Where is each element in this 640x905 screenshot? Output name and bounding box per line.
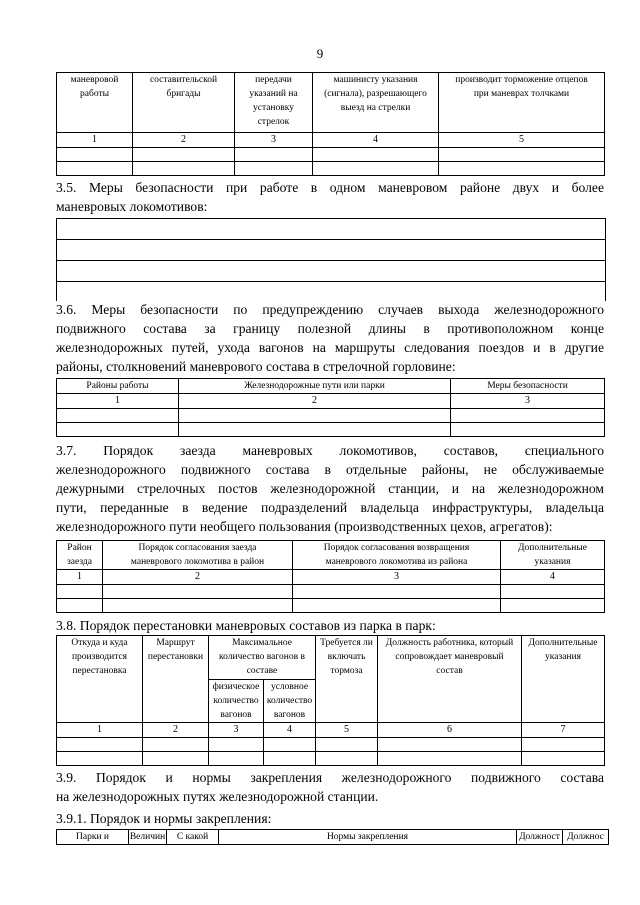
table-header-row: Парки и Величин С какой Нормы закрепления Должност Должнос <box>57 830 609 845</box>
table-row <box>57 409 605 423</box>
section-3-9-1-title: 3.9.1. Порядок и нормы закрепления: <box>56 811 272 826</box>
section-3-8-title: 3.8. Порядок перестановки маневровых составов из парка в парк: <box>56 618 436 633</box>
section-3-5-fill-lines <box>56 218 606 301</box>
table-row <box>57 752 605 766</box>
signals-table <box>56 72 605 176</box>
table-number-row: 1 2 3 <box>57 394 605 409</box>
section-3-6-text: 3.6. Меры безопасности по предупреждению случаев выхода железнодорожного подвижного состава за границу полезной длины в противоположном конце железнодорожных путей, ухода вагонов на маршруты следования поездов и в другие районы, столкновений маневрового состава в стрелочной горловине: <box>56 302 604 374</box>
header-cell: передачи указаний на установку стрелок <box>235 73 313 133</box>
section-3-7-text: 3.7. Порядок заезда маневровых локомотивов, составов, специального железнодорожного подвижного состава в отдельные районы, не обслуживаемые дежурными стрелочных постов железнодорожной станции, и на железнодорожном пути, переданные в ведение подразделений владельца инфраструктуры, владельца железнодорожного пути необщего пользования (производственных цехов, агрегатов): <box>56 443 604 534</box>
transfer-table <box>56 635 605 766</box>
table-header-row: Откуда и куда производится перестановка Маршрут перестановки Максимальное количество вагонов в составе Требуется ли включать тормоза Должность работника, который сопровождает маневровый состав Дополнительные указания <box>57 636 605 680</box>
table-row <box>57 585 605 599</box>
table-number-row: 1 2 3 4 5 6 7 <box>57 723 605 738</box>
header-cell: маневровой работы <box>57 73 133 133</box>
table-row <box>57 162 605 176</box>
table-header-row: Район заезда Порядок согласования заезда маневрового локомотива в район Порядок согласования возвращения маневрового локомотива из района Дополнительные указания <box>57 541 605 570</box>
table-subheader-row: физическое количество вагонов условное количество вагонов <box>57 680 605 723</box>
header-cell: составительской бригады <box>133 73 235 133</box>
table-number-row: 1 2 3 4 <box>57 570 605 585</box>
section-3-5-text: 3.5. Меры безопасности при работе в одном маневровом районе двух и более маневровых локомотивов: <box>56 180 604 214</box>
safety-measures-table <box>56 378 605 437</box>
table-row <box>57 423 605 437</box>
header-cell: машинисту указания (сигнала), разрешающего выезд на стрелки <box>313 73 439 133</box>
table-row <box>57 148 605 162</box>
table-row <box>57 599 605 613</box>
table-header-row <box>57 73 605 133</box>
page-number: 9 <box>316 46 324 61</box>
table-row <box>57 738 605 752</box>
section-3-9-text: 3.9. Порядок и нормы закрепления железнодорожного подвижного состава на железнодорожных путях железнодорожной станции. <box>56 770 604 804</box>
area-entry-table <box>56 540 605 613</box>
header-cell: производит торможение отцепов при маневрах толчками <box>439 73 605 133</box>
table-number-row: 1 2 3 4 5 <box>57 133 605 148</box>
table-header-row: Районы работы Железнодорожные пути или парки Меры безопасности <box>57 379 605 394</box>
securing-norms-table <box>56 829 609 845</box>
